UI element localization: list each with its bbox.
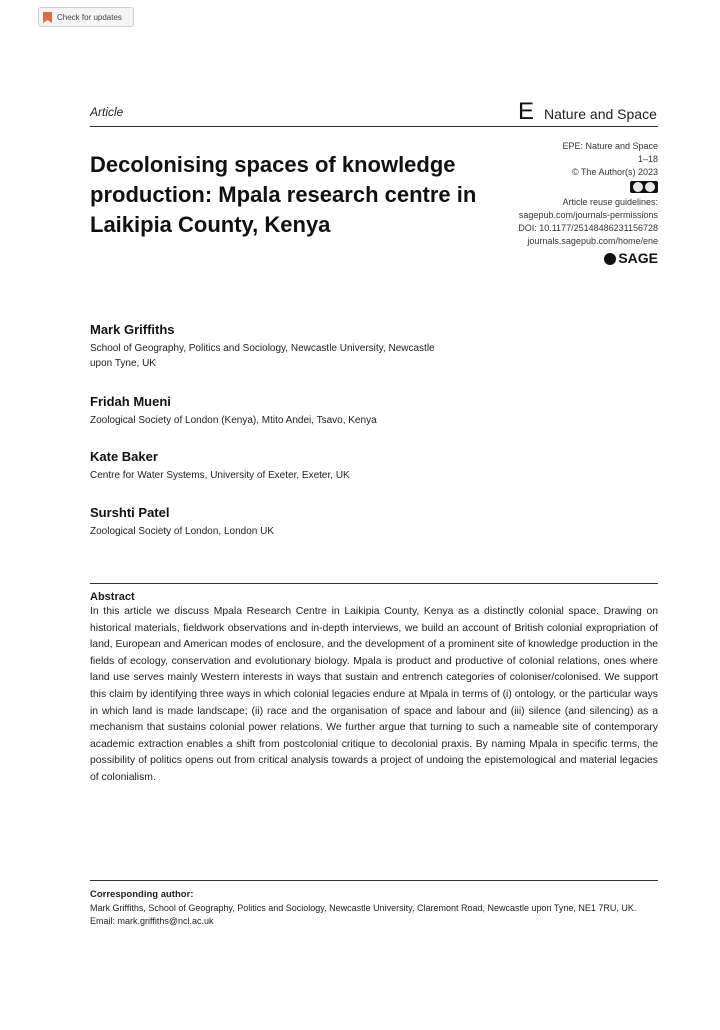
paper-title: Decolonising spaces of knowledge production: Mpala research centre in Laikipia County, Kenya xyxy=(90,152,477,237)
abstract-text: In this article we discuss Mpala Research Centre in Laikipia County, Kenya as a distinctly colonial space. Drawing on historical materials, fieldwork observations and in-depth interviews, we build an account of British colonial expropriation of land, European and American modes of enclosure, and the development of a prominent site of knowledge production in the fields of ecology, conservation and evolutionary biology. Mpala is product and productive of colonial relations, ones where land use serves mainly Western interests in ways that sustain and entrench categories of coloniser/colonised. We support this claim by identifying three ways in which colonial legacies endure at Mpala in terms of (i) ontology, or the particular ways in which land is made landscape; (ii) race and the organisation of space and labour and (iii) silence (and silencing) as a mechanism that sustains colonial power relations. We further argue that turning to such a nameable site of contemporary academic extraction enables a shift from postcolonial critique to decolonial praxis. By naming Mpala in specific terms, the possibility of politics opens out from critical analysis towards a project of undoing the epistemological and material legacies of colonialism. xyxy=(90,606,658,783)
author-block xyxy=(90,505,590,539)
by-icon xyxy=(645,182,655,192)
journal-logo-letter: E xyxy=(518,98,535,125)
badge-label: Check for updates xyxy=(57,12,122,22)
author-block xyxy=(90,394,590,428)
publisher-name: SAGE xyxy=(618,250,658,266)
abstract-heading: Abstract xyxy=(90,591,135,603)
bookmark-icon xyxy=(42,11,53,24)
author-name: Kate Baker xyxy=(90,449,158,464)
author-name: Mark Griffiths xyxy=(90,322,175,337)
meta-permissions-link[interactable]: sagepub.com/journals-permissions xyxy=(518,210,658,220)
sage-logo xyxy=(438,252,658,265)
meta-copyright: © The Author(s) 2023 xyxy=(571,167,658,177)
meta-journal: EPE: Nature and Space xyxy=(562,141,658,151)
journal-mark xyxy=(518,100,657,124)
article-meta xyxy=(438,140,658,265)
check-for-updates-button[interactable] xyxy=(38,7,134,27)
meta-doi[interactable]: DOI: 10.1177/25148486231156728 xyxy=(518,223,658,233)
abstract xyxy=(90,591,658,787)
meta-reuse: Article reuse guidelines: xyxy=(562,197,658,207)
header-rule xyxy=(90,126,658,127)
corresponding-email[interactable]: Email: mark.griffiths@ncl.ac.uk xyxy=(90,916,214,926)
author-name: Surshti Patel xyxy=(90,505,170,520)
author-block xyxy=(90,322,590,371)
corresponding-address: Mark Griffiths, School of Geography, Politics and Sociology, Newcastle University, Claremont Road, Newcastle upon Tyne, NE1 7RU, UK. xyxy=(90,902,637,913)
author-affiliation: Centre for Water Systems, University of Exeter, Exeter, UK xyxy=(90,470,350,481)
corresponding-heading: Corresponding author: xyxy=(90,889,194,900)
author-name: Fridah Mueni xyxy=(90,394,171,409)
meta-pages: 1–18 xyxy=(637,154,658,164)
cc-icon xyxy=(633,182,643,192)
sage-swirl-icon xyxy=(604,253,616,265)
author-block xyxy=(90,449,590,483)
author-affiliation: Zoological Society of London, London UK xyxy=(90,526,275,537)
meta-journal-link[interactable]: journals.sagepub.com/home/ene xyxy=(527,236,658,246)
article-type: Article xyxy=(90,105,124,119)
cc-license-icon[interactable] xyxy=(630,181,658,193)
abstract-top-rule xyxy=(90,583,658,584)
author-affiliation: School of Geography, Politics and Sociology, Newcastle University, Newcastle upon Tyne, UK xyxy=(90,343,435,369)
author-affiliation: Zoological Society of London (Kenya), Mtito Andei, Tsavo, Kenya xyxy=(90,415,377,426)
corresponding-author xyxy=(90,888,658,929)
footnote-rule xyxy=(90,880,658,881)
journal-name: Nature and Space xyxy=(544,106,657,122)
